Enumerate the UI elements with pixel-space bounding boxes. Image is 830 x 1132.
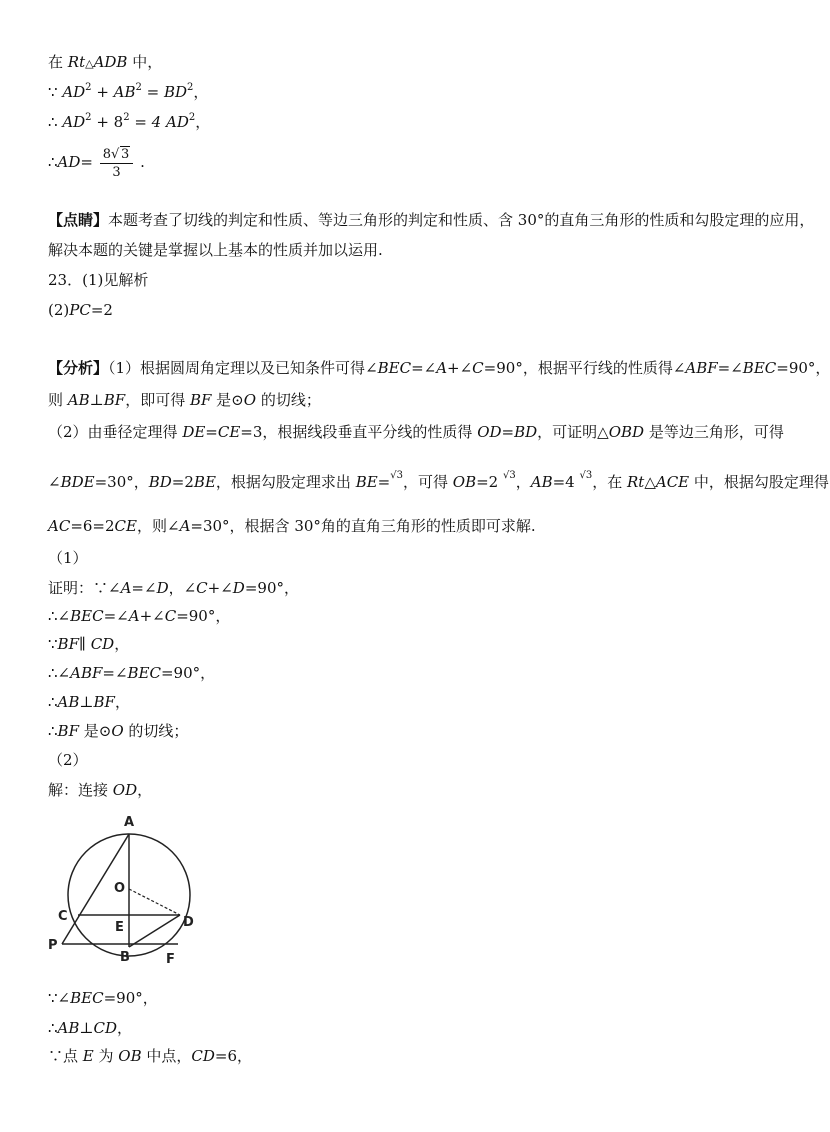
solution-line (48, 721, 188, 741)
analysis-line (48, 472, 829, 495)
solution-line (48, 663, 215, 683)
math-var: AC (48, 517, 71, 535)
exponent: 2 (123, 112, 130, 123)
sqrt-value: √3 (502, 470, 516, 481)
geometry-figure (40, 810, 200, 970)
math-var: OB (452, 473, 477, 491)
math-var: BF (189, 391, 212, 409)
fraction (100, 146, 134, 181)
text: ⊥ (79, 1019, 94, 1037)
text: =30°，根据含 30°角的直角三角形的性质即可求解. (190, 517, 536, 535)
math-var: BEC (70, 989, 104, 1007)
math-var: BDE (60, 473, 95, 491)
text: 是等边三角形，可得 (644, 423, 784, 441)
text: （1）根据圆周角定理以及已知条件可得 (108, 359, 366, 377)
exponent: 2 (188, 112, 196, 123)
text: =∠ (103, 607, 129, 625)
math-var: AB (57, 1019, 80, 1037)
text: =4 (552, 473, 580, 491)
label-f: F (166, 952, 175, 967)
text: (2) (48, 301, 70, 319)
math-var: BF (57, 722, 79, 740)
segment-bd (129, 915, 180, 947)
math-var: C (164, 607, 177, 625)
solution-line (48, 578, 299, 598)
label-b: B (120, 950, 130, 965)
math-var: PC (69, 301, 91, 319)
text: ∵点 (48, 1047, 83, 1065)
math-var: AB (530, 473, 553, 491)
text: 解决本题的关键是掌握以上基本的性质并加以运用. (48, 241, 383, 259)
text: 中点， (141, 1047, 192, 1065)
because-symbol: ∵ (48, 83, 63, 101)
text: =3，根据线段垂直平分线的性质得 (240, 423, 478, 441)
math-var: ADB (93, 53, 128, 71)
text: =90°， (776, 359, 830, 377)
math-var: Rt (627, 473, 645, 491)
math-var: A (179, 517, 191, 535)
math-var: BF (93, 693, 115, 711)
math-var: O (243, 391, 257, 409)
text: +∠ (207, 579, 233, 597)
solution-line (48, 548, 88, 568)
math-var: OD=BD (477, 423, 538, 441)
text: 23．(1)见解析 (48, 271, 149, 289)
text: ∠ (48, 473, 61, 491)
math-var: OB (118, 1047, 142, 1065)
exponent: 2 (187, 82, 194, 93)
text: ∴∠ (48, 664, 71, 682)
sqrt-icon: √ (111, 146, 120, 162)
equals: = (80, 153, 93, 171)
text: （2）由垂径定理得 (48, 423, 183, 441)
analysis-line (48, 358, 830, 378)
math-var: A (120, 579, 132, 597)
math-var: BE (193, 473, 216, 491)
text: （1） (48, 549, 88, 567)
text: 为 (93, 1047, 119, 1065)
text: =30°， (94, 473, 149, 491)
text: 是⊙ (78, 722, 112, 740)
math-var: DE=CE (182, 423, 241, 441)
text: ，可得 (402, 473, 453, 491)
solution-line (48, 634, 129, 654)
exponent: 2 (85, 112, 92, 123)
math-var: BEC (127, 664, 161, 682)
math-term: + 8 (91, 113, 124, 131)
sqrt-value: √3 (579, 470, 593, 481)
text: =6， (214, 1047, 253, 1065)
text: ∵ (48, 635, 58, 653)
text: ∥ (78, 635, 91, 653)
text: =∠ (102, 664, 128, 682)
math-var: ∠BEC=∠A+∠C (365, 359, 484, 377)
analysis-line (48, 516, 536, 536)
math-var: C (196, 579, 208, 597)
solution-line (48, 780, 152, 800)
text: =6=2 (70, 517, 115, 535)
text: ，即可得 (125, 391, 190, 409)
math-var: A (128, 607, 140, 625)
comment-tag: 【点睛】 (48, 211, 109, 229)
math-var: BF (57, 635, 79, 653)
text: ， (117, 1019, 133, 1037)
label-c: C (58, 909, 68, 924)
solution-line (48, 1018, 132, 1038)
text: ，根据勾股定理求出 (215, 473, 356, 491)
text: ， (114, 693, 130, 711)
math-var: CD (93, 1019, 118, 1037)
text: =90°， (103, 989, 158, 1007)
text: =90°， (176, 607, 231, 625)
therefore-symbol: ∴ (48, 153, 58, 171)
text: =∠ (131, 579, 157, 597)
therefore-symbol: ∴ (48, 113, 63, 131)
segment-od-dashed (129, 889, 180, 915)
text: =2 (171, 473, 194, 491)
text: 解：连接 (48, 781, 113, 799)
text: ∴ (48, 722, 58, 740)
math-var: AD (57, 153, 81, 171)
text: ，可证明△ (537, 423, 609, 441)
text: +∠ (139, 607, 165, 625)
text: ∴∠ (48, 607, 71, 625)
text: ， (195, 113, 211, 131)
text: ， (137, 781, 153, 799)
text: =90°， (244, 579, 299, 597)
math-var: D (232, 579, 245, 597)
text: 则 (48, 391, 68, 409)
text: . (140, 153, 145, 171)
sqrt (111, 146, 130, 163)
label-p: P (48, 938, 58, 953)
label-d: D (183, 915, 194, 930)
math-term: AD (62, 113, 86, 131)
math-var: CD (191, 1047, 215, 1065)
label-e: E (115, 920, 124, 935)
math-term: = BD (141, 83, 188, 101)
text: =90°，根据平行线的性质得 (483, 359, 673, 377)
text: ， (114, 635, 130, 653)
exponent: 2 (135, 82, 142, 93)
equation-line (48, 112, 210, 135)
math-var: D (156, 579, 169, 597)
triangle-symbol: △ (85, 57, 94, 70)
sqrt-value: √3 (390, 470, 403, 481)
math-var: ABF (70, 664, 103, 682)
text: ， (515, 473, 531, 491)
text: 的切线； (123, 722, 189, 740)
text: ∴ (48, 693, 58, 711)
analysis-line (48, 390, 321, 410)
text: ，∠ (168, 579, 197, 597)
exponent: 2 (85, 82, 92, 93)
text: ，在 (592, 473, 627, 491)
text: 证明：∵∠ (48, 579, 121, 597)
solution-line (48, 750, 88, 770)
math-var: AB (57, 693, 80, 711)
math-var: ∠ABF=∠BEC (672, 359, 777, 377)
text-line (48, 52, 162, 74)
text: ⊥ (79, 693, 94, 711)
label-a: A (124, 815, 135, 830)
text: = (377, 473, 391, 491)
answer-line (48, 300, 113, 320)
text: △ (644, 473, 656, 491)
math-var: BE (355, 473, 378, 491)
solution-line (48, 606, 230, 626)
comment-line (48, 210, 814, 230)
text: 在 (48, 53, 68, 71)
answer-line (48, 270, 148, 290)
text: =2 (90, 301, 113, 319)
text: =90°， (160, 664, 216, 682)
text: ，则∠ (136, 517, 180, 535)
math-var: BEC (70, 607, 104, 625)
math-var: BD (148, 473, 172, 491)
solution-line (48, 988, 158, 1008)
text: ∴ (48, 1019, 58, 1037)
math-var: OBD (608, 423, 645, 441)
analysis-tag: 【分析】 (48, 359, 109, 377)
equation-line (48, 142, 145, 182)
num-coef: 8 (102, 146, 112, 162)
text: 中，根据勾股定理得 (689, 473, 829, 491)
analysis-line (48, 422, 784, 442)
math-term: = 4 AD (129, 113, 189, 131)
math-var: O (111, 722, 124, 740)
text: =2 (476, 473, 503, 491)
label-o: O (114, 881, 126, 896)
math-term: AD (62, 83, 86, 101)
math-var: CD (90, 635, 115, 653)
text: 本题考查了切线的判定和性质、等边三角形的判定和性质、含 30°的直角三角形的性质和勾股定理的应用， (108, 211, 815, 229)
text: 的切线； (256, 391, 321, 409)
solution-line (48, 1046, 252, 1066)
text: 中， (127, 53, 163, 71)
math-var: CE (114, 517, 137, 535)
math-var: E (82, 1047, 94, 1065)
math-var: ACE (655, 473, 690, 491)
math-term: + AB (91, 83, 136, 101)
math-var: OD (112, 781, 138, 799)
math-var: AB⊥BF (67, 391, 126, 409)
text: ∵∠ (48, 989, 71, 1007)
comment-line (48, 240, 383, 260)
text: 是⊙ (211, 391, 244, 409)
equation-line (48, 82, 208, 105)
solution-line (48, 692, 130, 712)
radicand: 3 (121, 146, 130, 162)
text: （2） (48, 751, 88, 769)
fraction-denominator: 3 (112, 164, 121, 180)
fraction-numerator (100, 146, 134, 164)
math-var: Rt (67, 53, 86, 71)
text: ， (193, 83, 209, 101)
